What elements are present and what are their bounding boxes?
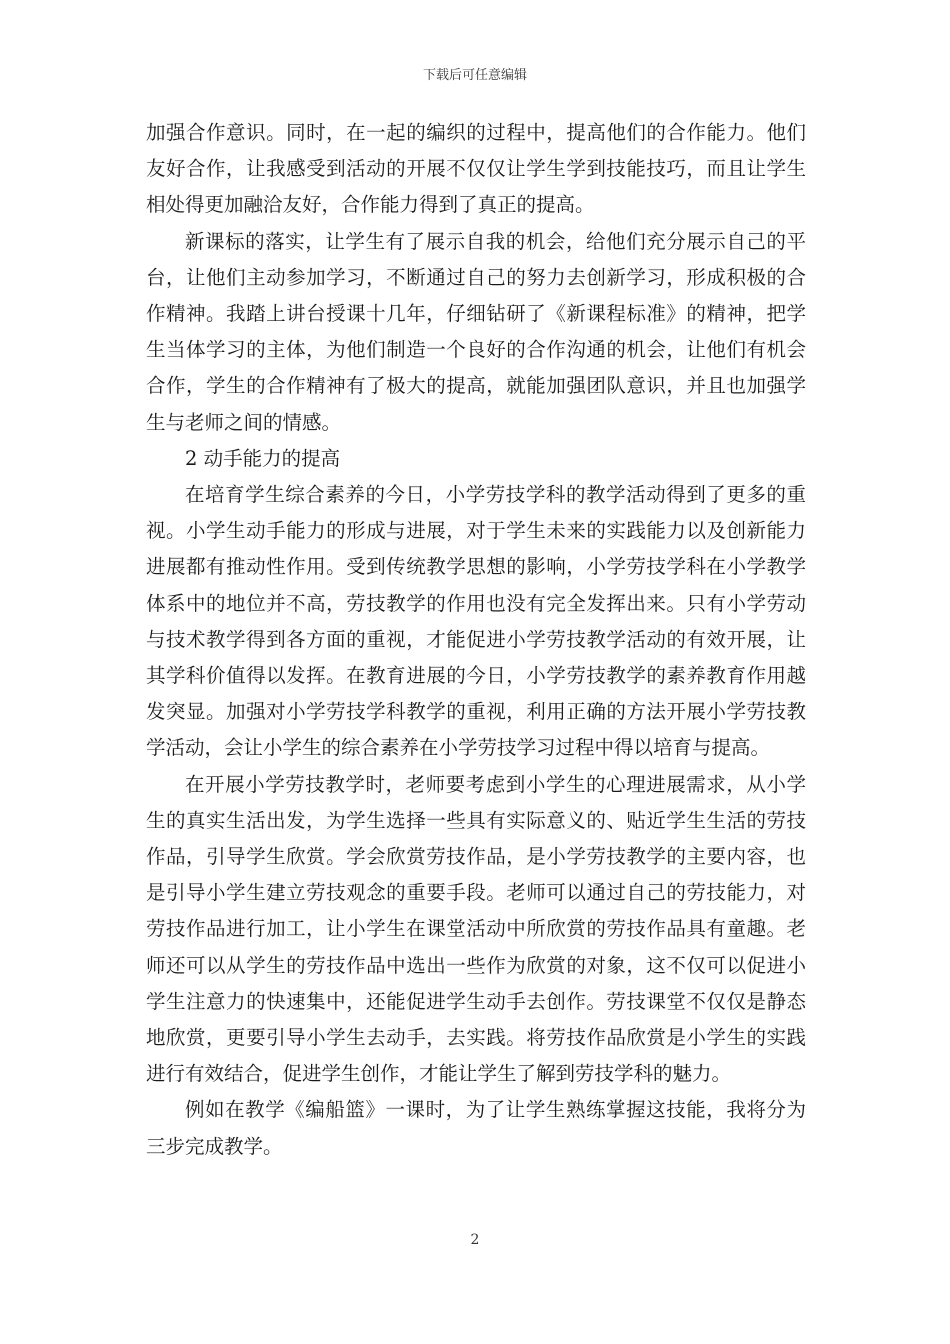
paragraph: 在培育学生综合素养的今日，小学劳技学科的教学活动得到了更多的重视。小学生动手能力的形成与进展，对于学生未来的实践能力以及创新能力进展都有推动性作用。受到传统教学思想的影响，小学劳技学科在小学教学体系中的地位并不高，劳技教学的作用也没有完全发挥出来。只有小学劳动与技术教学得到各方面的重视，才能促进小学劳技教学活动的有效开展，让其学科价值得以发挥。在教育进展的今日，小学劳技教学的素养教育作用越发突显。加强对小学劳技学科教学的重视，利用正确的方法开展小学劳技教学活动，会让小学生的综合素养在小学劳技学习过程中得以培育与提高。	[146, 483, 806, 760]
paragraph: 加强合作意识。同时，在一起的编织的过程中，提高他们的合作能力。他们友好合作，让我感受到活动的开展不仅仅让学生学到技能技巧，而且让学生相处得更加融洽友好，合作能力得到了真正的提高。	[146, 121, 806, 217]
section-heading: 2 动手能力的提高	[185, 446, 341, 470]
page-header: 下载后可任意编辑	[422, 68, 527, 83]
paragraph: 新课标的落实，让学生有了展示自我的机会，给他们充分展示自己的平台，让他们主动参加学习，不断通过自己的努力去创新学习，形成积极的合作精神。我踏上讲台授课十几年，仔细钻研了《新课程标准》的精神，把学生当体学习的主体，为他们制造一个良好的合作沟通的机会，让他们有机会合作，学生的合作精神有了极大的提高，就能加强团队意识，并且也加强学生与老师之间的情感。	[146, 229, 806, 434]
document-body	[146, 115, 806, 1165]
paragraph: 在开展小学劳技教学时，老师要考虑到小学生的心理进展需求，从小学生的真实生活出发，为学生选择一些具有实际意义的、贴近学生生活的劳技作品，引导学生欣赏。学会欣赏劳技作品，是小学劳技教学的主要内容，也是引导小学生建立劳技观念的重要手段。老师可以通过自己的劳技能力，对劳技作品进行加工，让小学生在课堂活动中所欣赏的劳技作品具有童趣。老师还可以从学生的劳技作品中选出一些作为欣赏的对象，这不仅可以促进小学生注意力的快速集中，还能促进学生动手去创作。劳技课堂不仅仅是静态地欣赏，更要引导小学生去动手，去实践。将劳技作品欣赏是小学生的实践进行有效结合，促进学生创作，才能让学生了解到劳技学科的魅力。	[146, 772, 806, 1086]
paragraph: 例如在教学《编船篮》一课时，为了让学生熟练掌握这技能，我将分为三步完成教学。	[146, 1098, 806, 1158]
page-number: 2	[470, 1232, 480, 1248]
